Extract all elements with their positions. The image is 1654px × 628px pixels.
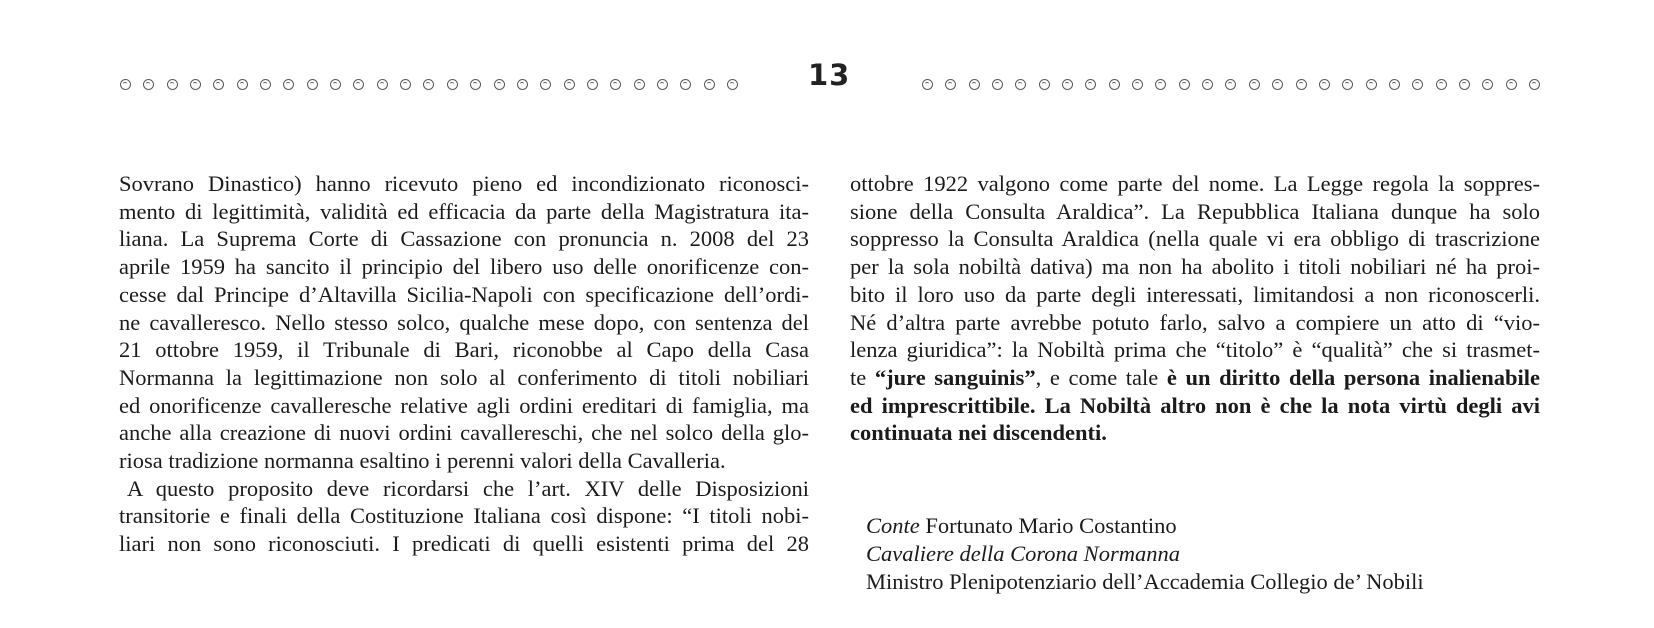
text-line: ottobre 1922 valgono come parte del nome. La Legge regola la soppres-: [850, 171, 1540, 196]
ornament-dot: [922, 79, 933, 90]
ornament-dot: [610, 79, 621, 90]
ornament-dot: [1109, 79, 1120, 90]
ornament-dot: [634, 79, 645, 90]
ornament-dot: [423, 79, 434, 90]
ornament-dot: [1132, 79, 1143, 90]
ornament-dot: [1389, 79, 1400, 90]
text-line: A questo proposito deve ricordarsi che l’art. XIV delle Disposizioni: [127, 475, 809, 501]
ornament-dot: [1272, 79, 1283, 90]
text-line: aprile 1959 ha sancito il principio del libero uso delle onorificenze con-: [119, 254, 809, 280]
ornament-dot: [1249, 79, 1260, 90]
ornament-dot: [190, 79, 201, 90]
text-line: transitorie e finali della Costituzione Italiana così dispone: “I titoli nobi-: [119, 503, 809, 529]
text-line: sione della Consulta Araldica”. La Repubblica Italiana dunque ha solo: [850, 198, 1540, 224]
ornament-dot: [969, 79, 980, 90]
ornament-dot: [213, 79, 224, 90]
ornament-dot: [564, 79, 575, 90]
ornament-dot: [120, 79, 131, 90]
text-line: mento di legittimità, validità ed efficacia da parte della Magistratura ita-: [119, 198, 809, 224]
ornament-dot: [470, 79, 481, 90]
ornament-dot: [494, 79, 505, 90]
signature-name: Fortunato Mario Costantino: [925, 513, 1177, 538]
ornament-dot: [1319, 79, 1330, 90]
signature-role: Ministro Plenipotenziario dell’Accademia Collegio de’ Nobili: [866, 569, 1424, 594]
text-line: ed onorificenze cavalleresche relative agli ordini ereditari di famiglia, ma: [119, 392, 809, 418]
ornament-dot: [1062, 79, 1073, 90]
text-line: lenza giuridica”: la Nobiltà prima che “titolo” è “qualità” che si trasmet-: [850, 337, 1540, 363]
text-line: cesse dal Principe d’Altavilla Sicilia-Napoli con specificazione dell’ordi-: [119, 281, 809, 307]
text-line: Sovrano Dinastico) hanno ricevuto pieno ed incondizionato riconosci-: [119, 171, 809, 196]
ornament-dot: [1366, 79, 1377, 90]
ornament-dot: [447, 79, 458, 90]
text-run: te: [850, 364, 875, 390]
signature-block: [866, 512, 1424, 596]
right-column: [850, 170, 1540, 447]
ornament-dot: [1296, 79, 1307, 90]
text-line-bold: continuata nei discendenti.: [850, 420, 1107, 446]
ornament-dot: [330, 79, 341, 90]
ornament-dot: [517, 79, 528, 90]
ornament-dot: [143, 79, 154, 90]
ornament-dot: [587, 79, 598, 90]
text-line: ne cavalleresco. Nello stesso solco, qualche mese dopo, con sentenza del: [119, 309, 809, 335]
ornament-dot: [657, 79, 668, 90]
text-line-mixed: [850, 364, 1540, 392]
ornament-row-left: [120, 74, 738, 94]
ornament-dot: [1412, 79, 1423, 90]
text-line: bito il loro uso da parte degli interessati, limitandosi a non riconoscerli.: [850, 281, 1540, 307]
text-line: liana. La Suprema Corte di Cassazione con pronuncia n. 2008 del 23: [119, 226, 809, 252]
ornament-dot: [1459, 79, 1470, 90]
text-line: Né d’altra parte avrebbe potuto farlo, salvo a compiere un atto di “vio-: [850, 309, 1540, 335]
ornament-dot: [237, 79, 248, 90]
page-number: 13: [808, 58, 851, 92]
ornament-dot: [1482, 79, 1493, 90]
text-line: per la sola nobiltà dativa) ma non ha abolito i titoli nobiliari né ha proi-: [850, 254, 1540, 280]
ornament-dot: [283, 79, 294, 90]
ornament-dot: [1529, 79, 1540, 90]
ornament-dot: [353, 79, 364, 90]
ornament-dot: [400, 79, 411, 90]
ornament-dot: [1506, 79, 1517, 90]
bold-run: “jure sanguinis”: [874, 364, 1036, 390]
ornament-dot: [1342, 79, 1353, 90]
ornament-dot: [1436, 79, 1447, 90]
text-line: soppresso la Consulta Araldica (nella quale vi era obbligo di trascrizione: [850, 226, 1540, 252]
text-line: riosa tradizione normanna esaltino i perenni valori della Cavalleria.: [119, 448, 726, 474]
ornament-dot: [167, 79, 178, 90]
ornament-dot: [1179, 79, 1190, 90]
ornament-dot: [1085, 79, 1096, 90]
text-line-bold: ed imprescrittibile. La Nobiltà altro non è che la nota virtù degli avi: [850, 392, 1540, 418]
bold-run: è un diritto della persona inalienabile: [1166, 364, 1540, 390]
ornament-dot: [945, 79, 956, 90]
signature-rank: Cavaliere della Corona Normanna: [866, 541, 1180, 566]
text-line: anche alla creazione di nuovi ordini cavallereschi, che nel solco della glo-: [119, 420, 809, 446]
ornament-dot: [1015, 79, 1026, 90]
signature-title: Conte: [866, 513, 920, 538]
ornament-row-right: [922, 74, 1540, 94]
ornament-dot: [377, 79, 388, 90]
ornament-dot: [1039, 79, 1050, 90]
text-line: Normanna la legittimazione non solo al conferimento di titoli nobiliari: [119, 364, 809, 390]
text-run: , e come tale: [1035, 364, 1167, 390]
text-line: liari non sono riconosciuti. I predicati di quelli esistenti prima del 28: [119, 531, 809, 557]
left-column: [119, 170, 809, 558]
ornament-dot: [1155, 79, 1166, 90]
ornament-dot: [704, 79, 715, 90]
ornament-dot: [992, 79, 1003, 90]
ornament-dot: [540, 79, 551, 90]
ornament-dot: [1225, 79, 1236, 90]
ornament-dot: [260, 79, 271, 90]
ornament-dot: [1202, 79, 1213, 90]
ornament-dot: [680, 79, 691, 90]
ornament-dot: [727, 79, 738, 90]
ornament-dot: [307, 79, 318, 90]
text-line: 21 ottobre 1959, il Tribunale di Bari, riconobbe al Capo della Casa: [119, 337, 809, 363]
signature-name-line: [866, 512, 1424, 540]
